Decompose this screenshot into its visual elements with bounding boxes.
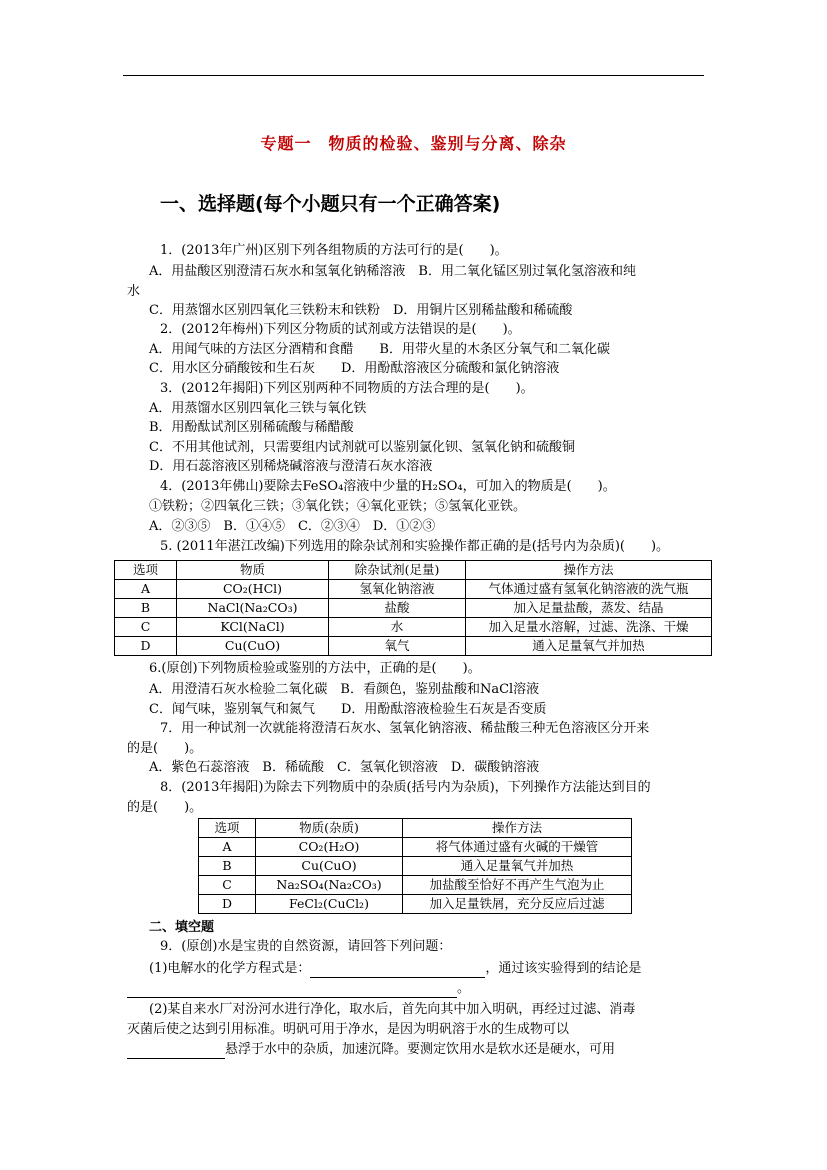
table-row [199, 857, 632, 876]
table-cell: NaCl(Na₂CO₃) [177, 599, 329, 618]
table-cell: 氢氧化钠溶液 [329, 580, 466, 599]
q3-option-d: D．用石蕊溶液区别稀烧碱溶液与澄清石灰水溶液 [149, 459, 433, 474]
table-header: 操作方法 [403, 819, 632, 838]
table-cell: B [199, 857, 256, 876]
q9-part1-lead: (1)电解水的化学方程式是： [149, 961, 311, 976]
table-row [115, 580, 712, 599]
q7-stem: 7．用一种试剂一次就能将澄清石灰水、氢氧化钠溶液、稀盐酸三种无色溶液区分开来 [160, 721, 650, 736]
q8-stem: 8．(2013年揭阳)为除去下列物质中的杂质(括号内为杂质)，下列操作方法能达到目的 [160, 780, 651, 795]
page-title: 专题一 物质的检验、鉴别与分离、除杂 [260, 134, 567, 153]
table-cell: KCl(NaCl) [177, 618, 329, 637]
q7-options: A．紫色石蕊溶液 B．稀硫酸 C．氢氧化钡溶液 D．碳酸钠溶液 [149, 760, 540, 775]
q9-stem: 9．(原创)水是宝贵的自然资源，请回答下列问题： [160, 939, 452, 954]
q3-stem: 3．(2012年揭阳)下列区别两种不同物质的方法合理的是( )。 [160, 381, 534, 396]
table-row [199, 876, 632, 895]
q9-part1-cont [127, 980, 470, 998]
q2-option-c: C．用水区分硝酸铵和生石灰 D．用酚酞溶液区分硫酸和氯化钠溶液 [149, 361, 560, 376]
table-header-row [199, 819, 632, 838]
section-heading-choice: 一、选择题(每个小题只有一个正确答案) [160, 193, 501, 215]
q1-stem: 1．(2013年广州)区别下列各组物质的方法可行的是( )。 [160, 243, 508, 258]
answer-blank[interactable] [127, 983, 457, 998]
q5-stem: 5. (2011年湛江改编)下列选用的除杂试剂和实验操作都正确的是(括号内为杂质)( )。 [160, 539, 670, 554]
table-header: 除杂试剂(足量) [329, 561, 466, 580]
table-cell: FeCl₂(CuCl₂) [256, 895, 403, 914]
q2-stem: 2．(2012年梅州)下列区分物质的试剂或方法错误的是( )。 [160, 322, 521, 337]
q1-option-a: A．用盐酸区别澄清石灰水和氢氧化钠稀溶液 B．用二氧化锰区别过氧化氢溶液和纯 [149, 264, 636, 279]
table-header: 物质 [177, 561, 329, 580]
table-cell: CO₂(HCl) [177, 580, 329, 599]
table-header-row [115, 561, 712, 580]
q9-part1-end: 。 [457, 981, 471, 996]
table-cell: 气体通过盛有氢氧化钠溶液的洗气瓶 [466, 580, 712, 599]
q9-part2-cont: 灭菌后使之达到引用标准。明矾可用于净水，是因为明矾溶于水的生成物可以 [127, 1022, 570, 1037]
table-row [115, 618, 712, 637]
q7-stem-cont: 的是( )。 [127, 741, 203, 756]
table-header: 选项 [115, 561, 177, 580]
table-cell: 加入足量盐酸，蒸发、结晶 [466, 599, 712, 618]
table-header: 物质(杂质) [256, 819, 403, 838]
q9-part2: (2)某自来水厂对汾河水进行净化，取水后，首先向其中加入明矾，再经过过滤、消毒 [149, 1002, 636, 1017]
q2-option-a: A．用闻气味的方法区分酒精和食醋 B．用带火星的木条区分氧气和二氧化碳 [149, 342, 610, 357]
section-heading-fill: 二、填空题 [149, 920, 215, 935]
table-cell: 通入足量氧气并加热 [466, 637, 712, 656]
table-cell: CO₂(H₂O) [256, 838, 403, 857]
table-cell: Cu(CuO) [256, 857, 403, 876]
header-rule [123, 75, 704, 76]
table-cell: 氧气 [329, 637, 466, 656]
q5-table [114, 560, 712, 656]
table-cell: D [115, 637, 177, 656]
q3-option-c: C．不用其他试剂，只需要组内试剂就可以鉴别氯化钡、氢氧化钠和硫酸铜 [149, 440, 575, 455]
q6-stem: 6.(原创)下列物质检验或鉴别的方法中，正确的是( )。 [149, 661, 481, 676]
table-row [115, 599, 712, 618]
q9-part1-tail: ，通过该实验得到的结论是 [485, 961, 642, 976]
table-cell: C [115, 618, 177, 637]
table-cell: 加入足量铁屑，充分反应后过滤 [403, 895, 632, 914]
table-cell: C [199, 876, 256, 895]
q1-option-a-cont: 水 [127, 284, 141, 299]
table-cell: 通入足量氧气并加热 [403, 857, 632, 876]
answer-blank[interactable] [310, 963, 485, 978]
table-cell: 加盐酸至恰好不再产生气泡为止 [403, 876, 632, 895]
table-row [115, 637, 712, 656]
q9-part2-cont2 [127, 1041, 615, 1059]
table-cell: B [115, 599, 177, 618]
q1-option-c: C．用蒸馏水区别四氧化三铁粉末和铁粉 D．用铜片区别稀盐酸和稀硫酸 [149, 303, 573, 318]
table-header: 选项 [199, 819, 256, 838]
q6-option-c: C．闻气味，鉴别氧气和氮气 D．用酚酞溶液检验生石灰是否变质 [149, 702, 547, 717]
q9-part1 [149, 960, 641, 978]
table-cell: 将气体通过盛有火碱的干燥管 [403, 838, 632, 857]
answer-blank[interactable] [127, 1044, 225, 1059]
table-cell: D [199, 895, 256, 914]
q9-part2-tail: 悬浮于水中的杂质，加速沉降。要测定饮用水是软水还是硬水，可用 [225, 1042, 616, 1057]
q8-stem-cont: 的是( )。 [127, 800, 203, 815]
table-cell: A [199, 838, 256, 857]
table-cell: A [115, 580, 177, 599]
table-cell: Na₂SO₄(Na₂CO₃) [256, 876, 403, 895]
table-cell: 盐酸 [329, 599, 466, 618]
table-row [199, 838, 632, 857]
q6-option-a: A．用澄清石灰水检验二氧化碳 B．看颜色，鉴别盐酸和NaCl溶液 [149, 682, 540, 697]
q4-stem: 4．(2013年佛山)要除去FeSO₄溶液中少量的H₂SO₄，可加入的物质是( )。 [160, 479, 616, 494]
table-cell: 水 [329, 618, 466, 637]
table-row [199, 895, 632, 914]
q8-table [198, 818, 632, 914]
q3-option-b: B．用酚酞试剂区别稀硫酸与稀醋酸 [149, 420, 354, 435]
q4-items: ①铁粉；②四氧化三铁；③氧化铁；④氧化亚铁；⑤氢氧化亚铁。 [149, 499, 527, 514]
table-cell: 加入足量水溶解，过滤、洗涤、干燥 [466, 618, 712, 637]
table-header: 操作方法 [466, 561, 712, 580]
q4-options: A．②③⑤ B．①④⑤ C．②③④ D．①②③ [149, 519, 436, 534]
q3-option-a: A．用蒸馏水区别四氧化三铁与氧化铁 [149, 401, 367, 416]
table-cell: Cu(CuO) [177, 637, 329, 656]
